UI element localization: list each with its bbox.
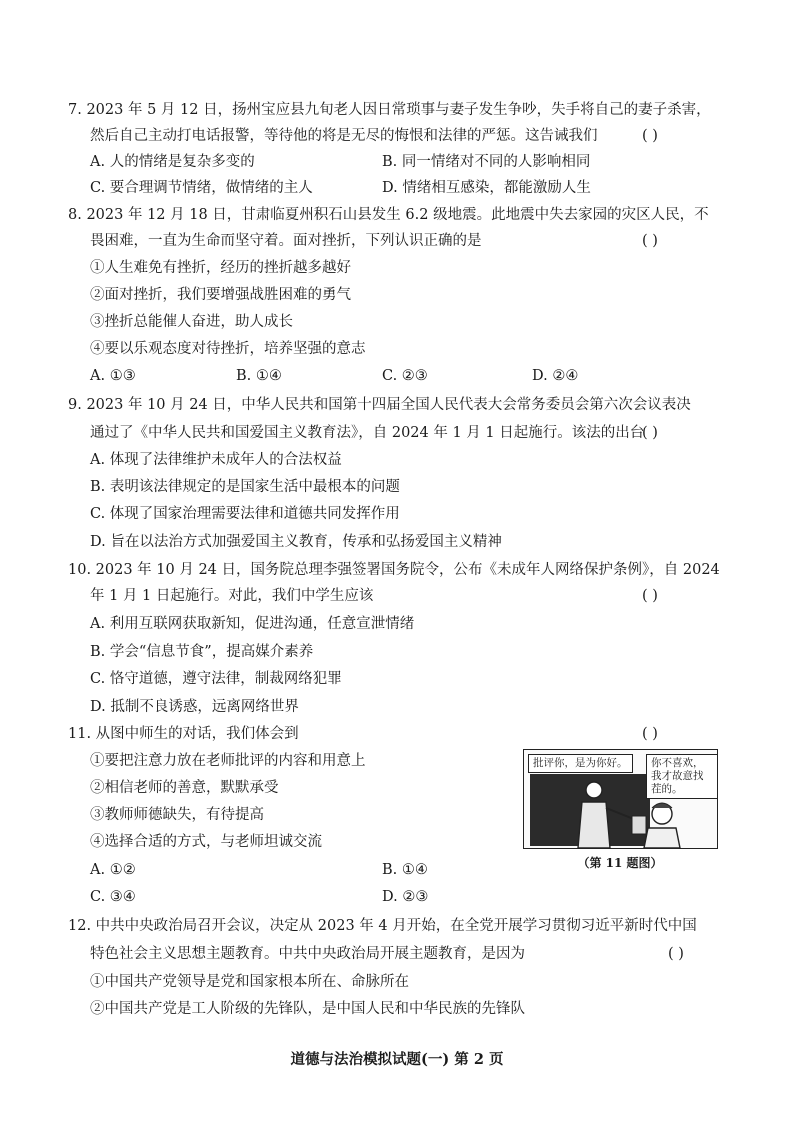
q8-option-c: C. ②③ — [382, 368, 428, 384]
q10-stem-line2: 年 1 月 1 日起施行。对此，我们中学生应该 — [90, 588, 374, 604]
q11-answer-paren: ( ) — [642, 726, 658, 742]
q10-stem-line1: 10. 2023 年 10 月 24 日，国务院总理李强签署国务院令，公布《未成年人网络保护条例》，自 2024 — [68, 562, 720, 578]
q10-option-d: D. 抵制不良诱惑，远离网络世界 — [90, 699, 299, 715]
q12-stem-line2: 特色社会主义思想主题教育。中共中央政治局开展主题教育，是因为 — [90, 946, 525, 962]
q11-stem: 11. 从图中师生的对话，我们体会到 — [68, 726, 299, 742]
q11-cartoon-image — [523, 749, 718, 849]
q9-answer-paren: ( ) — [642, 425, 658, 441]
q10-option-c: C. 恪守道德，遵守法律，制裁网络犯罪 — [90, 671, 342, 687]
q8-stem-line1: 8. 2023 年 12 月 18 日，甘肃临夏州积石山县发生 6.2 级地震。此地震中失去家园的灾区人民，不 — [68, 207, 709, 223]
q11-option-b: B. ①④ — [382, 862, 428, 878]
q7-option-b: B. 同一情绪对不同的人影响相同 — [382, 154, 591, 170]
q9-stem-line2: 通过了《中华人民共和国爱国主义教育法》，自 2024 年 1 月 1 日起施行。该法的出台 — [90, 425, 645, 441]
q11-option-a: A. ①② — [90, 862, 136, 878]
q8-statement-4: ④要以乐观态度对待挫折，培养坚强的意志 — [90, 341, 366, 357]
q11-figure-caption: （第 11 题图） — [577, 856, 663, 870]
q10-answer-paren: ( ) — [642, 588, 658, 604]
q8-statement-3: ③挫折总能催人奋进，助人成长 — [90, 314, 293, 330]
q8-option-b: B. ①④ — [236, 368, 282, 384]
q11-option-d: D. ②③ — [382, 889, 429, 905]
q11-statement-1: ①要把注意力放在老师批评的内容和用意上 — [90, 753, 366, 769]
q11-statement-4: ④选择合适的方式，与老师坦诚交流 — [90, 834, 322, 850]
q8-option-d: D. ②④ — [532, 368, 579, 384]
q8-stem-line2: 畏困难，一直为生命而坚守着。面对挫折，下列认识正确的是 — [90, 233, 482, 249]
q7-option-c: C. 要合理调节情绪，做情绪的主人 — [90, 180, 313, 196]
q8-answer-paren: ( ) — [642, 233, 658, 249]
q9-stem-line1: 9. 2023 年 10 月 24 日，中华人民共和国第十四届全国人民代表大会常务委员会第六次会议表决 — [68, 397, 691, 413]
teacher-speech-bubble: 批评你，是为你好。 — [528, 754, 633, 773]
q12-statement-2: ②中国共产党是工人阶级的先锋队，是中国人民和中华民族的先锋队 — [90, 1001, 525, 1017]
q7-option-a: A. 人的情绪是复杂多变的 — [90, 154, 255, 170]
q12-statement-1: ①中国共产党领导是党和国家根本所在、命脉所在 — [90, 974, 409, 990]
q11-statement-3: ③教师师德缺失，有待提高 — [90, 807, 264, 823]
q7-answer-paren: ( ) — [642, 128, 658, 144]
q8-statement-2: ②面对挫折，我们要增强战胜困难的勇气 — [90, 287, 351, 303]
q11-option-c: C. ③④ — [90, 889, 136, 905]
q8-statement-1: ①人生难免有挫折，经历的挫折越多越好 — [90, 260, 351, 276]
q7-option-d: D. 情绪相互感染，都能激励人生 — [382, 180, 591, 196]
q9-option-c: C. 体现了国家治理需要法律和道德共同发挥作用 — [90, 506, 400, 522]
q9-option-a: A. 体现了法律维护未成年人的合法权益 — [90, 452, 342, 468]
page-footer: 道德与法治模拟试题(一) 第 2 页 — [290, 1051, 504, 1068]
q8-option-a: A. ①③ — [90, 368, 136, 384]
student-speech-bubble: 你不喜欢，我才故意找茬的。 — [646, 754, 718, 799]
q10-option-b: B. 学会“信息节食”，提高媒介素养 — [90, 644, 314, 660]
q11-statement-2: ②相信老师的善意，默默承受 — [90, 780, 279, 796]
q9-option-b: B. 表明该法律规定的是国家生活中最根本的问题 — [90, 479, 400, 495]
q7-stem-line1: 7. 2023 年 5 月 12 日，扬州宝应县九旬老人因日常琐事与妻子发生争吵，失手将自己的妻子杀害， — [68, 102, 711, 118]
q12-answer-paren: ( ) — [668, 946, 684, 962]
q7-stem-line2: 然后自己主动打电话报警，等待他的将是无尽的悔恨和法律的严惩。这告诫我们 — [90, 128, 598, 144]
q10-option-a: A. 利用互联网获取新知，促进沟通，任意宣泄情绪 — [90, 616, 415, 632]
q9-option-d: D. 旨在以法治方式加强爱国主义教育，传承和弘扬爱国主义精神 — [90, 534, 502, 550]
q12-stem-line1: 12. 中共中央政治局召开会议，决定从 2023 年 4 月开始，在全党开展学习贯彻习近平新时代中国 — [68, 918, 697, 934]
